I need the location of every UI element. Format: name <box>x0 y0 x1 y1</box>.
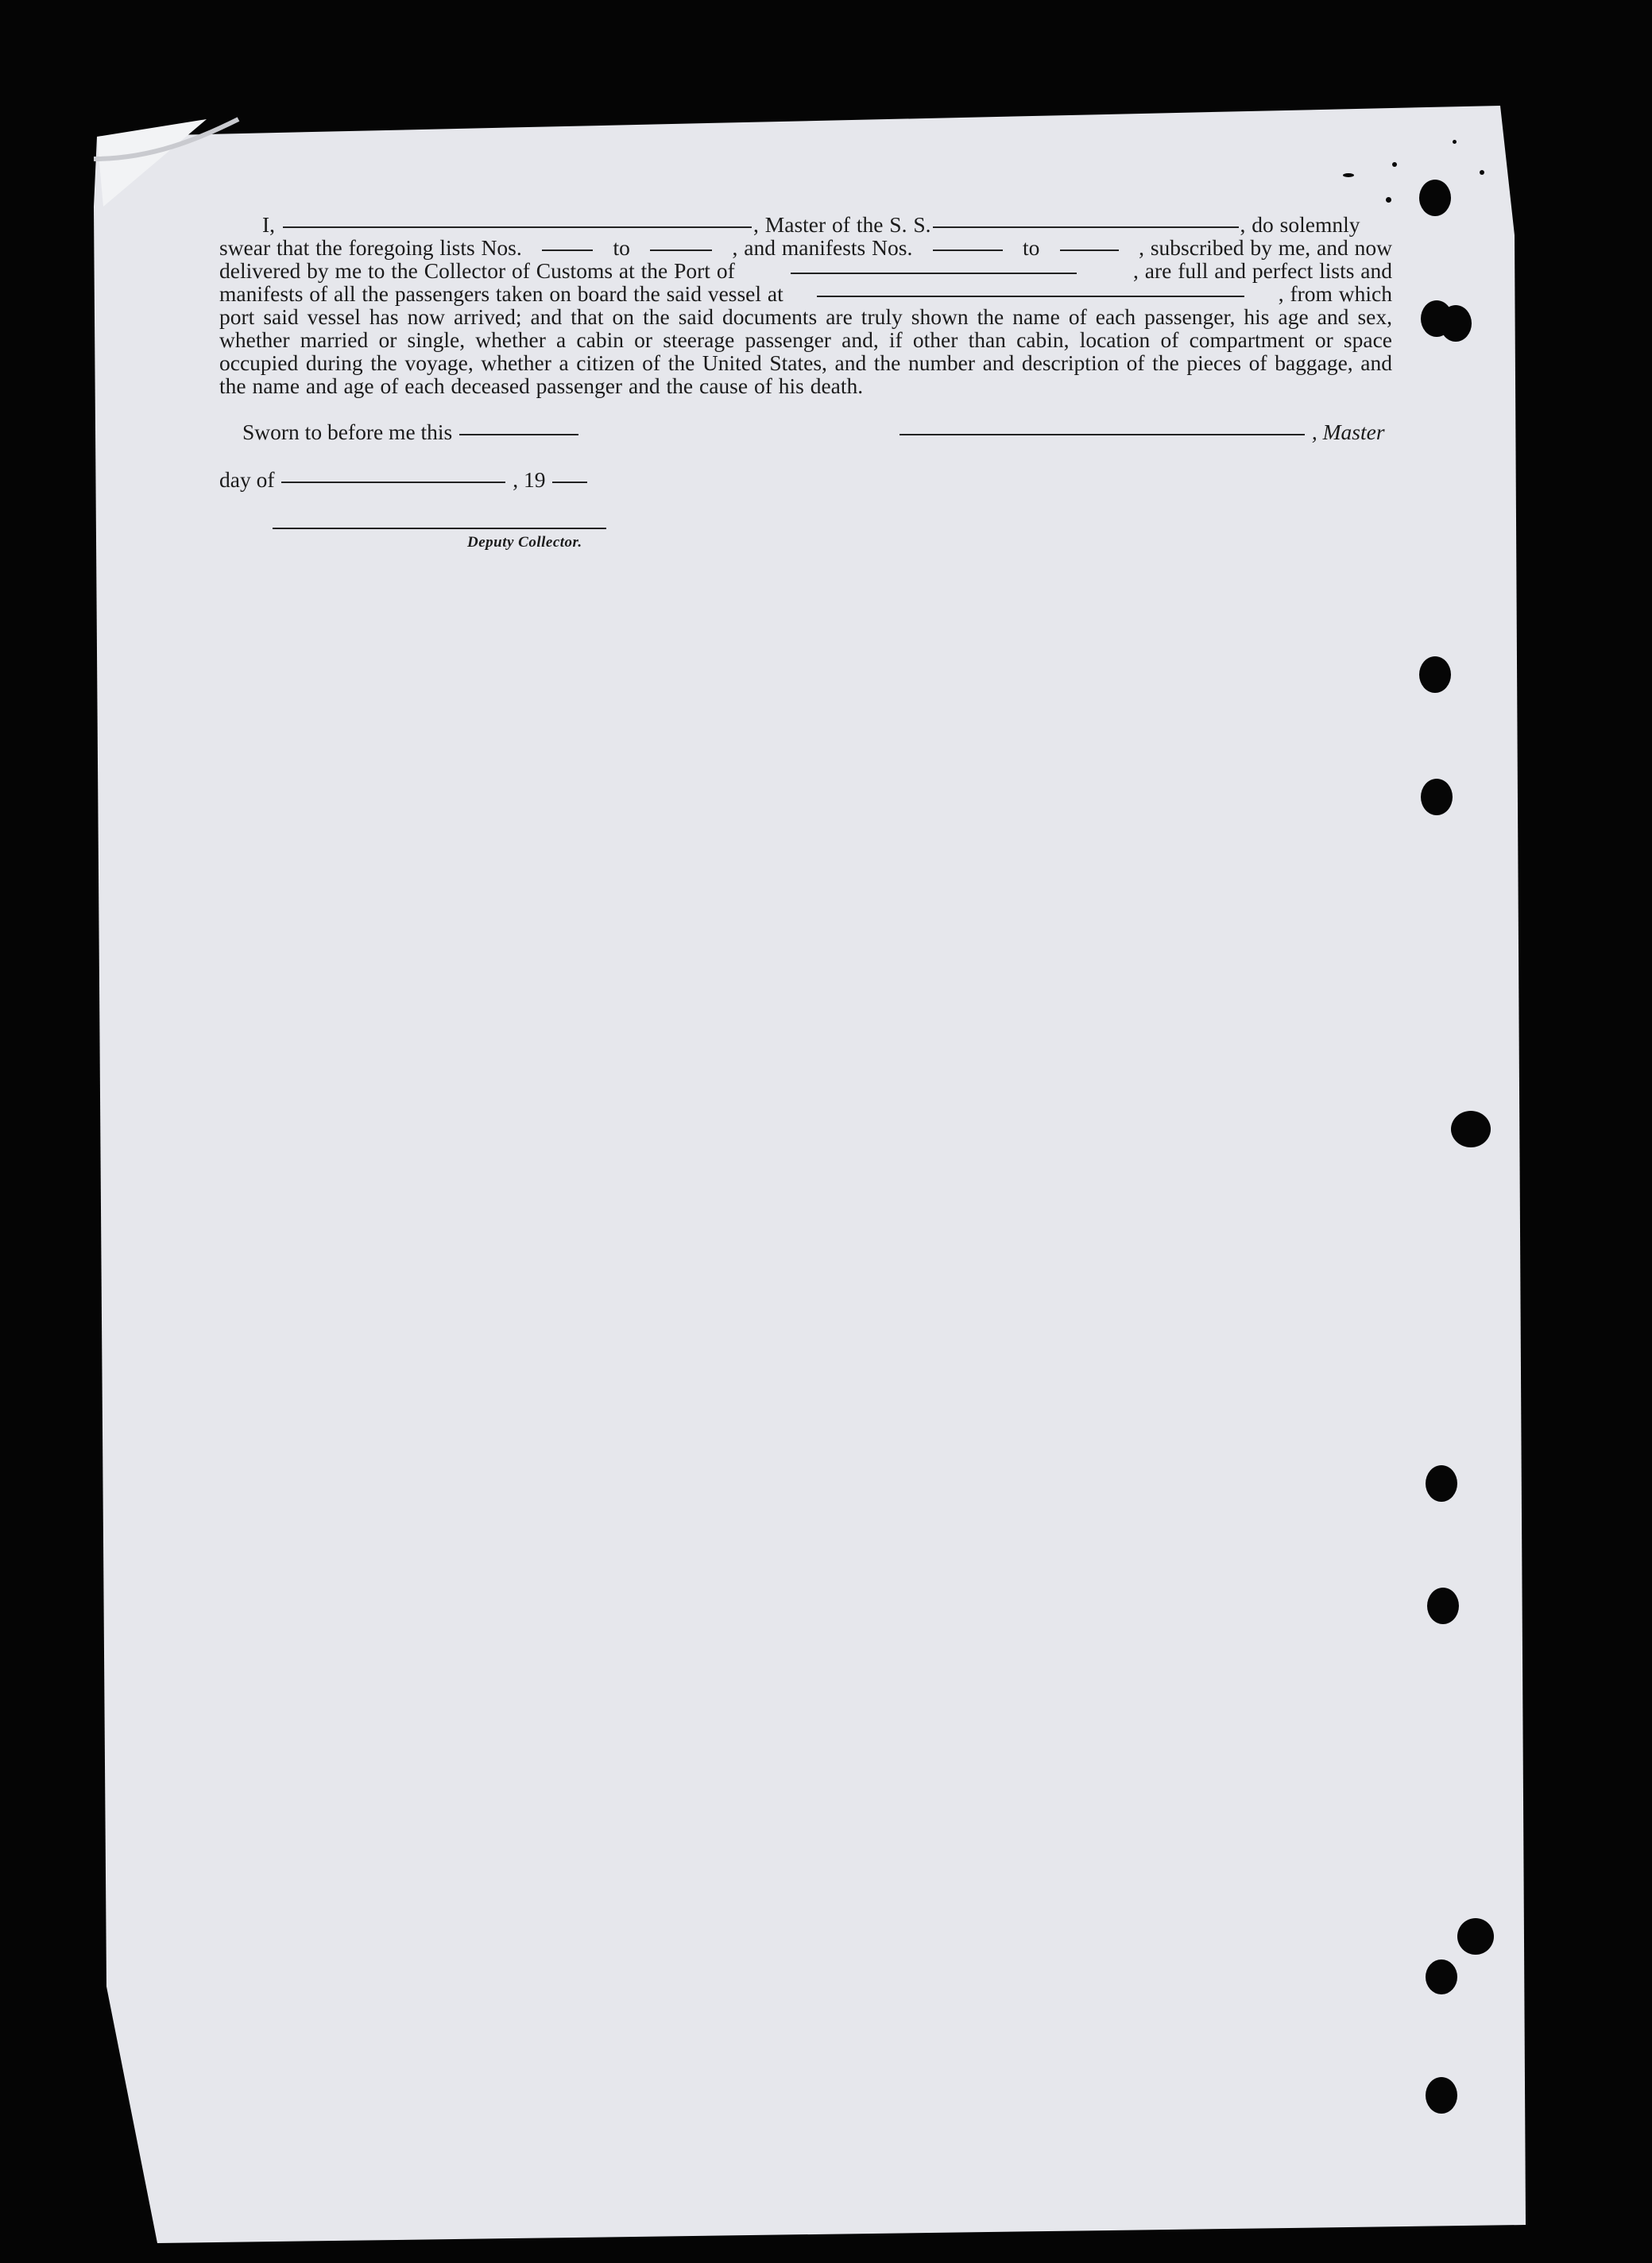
speck <box>1386 197 1391 203</box>
punch-hole <box>1457 1918 1494 1955</box>
month-blank <box>281 482 505 483</box>
lists-to-blank <box>650 250 712 251</box>
oath-swear: swear that the foregoing lists Nos. <box>219 235 522 260</box>
master-signature-blank <box>900 434 1305 435</box>
punch-hole <box>1419 180 1451 216</box>
sworn-text: Sworn to before me this <box>242 420 453 444</box>
oath-delivered: delivered by me to the Collector of Customs at the Port of <box>219 258 735 283</box>
punch-hole <box>1426 1959 1457 1994</box>
punch-hole <box>1427 1588 1459 1624</box>
deputy-collector-label: Deputy Collector. <box>467 534 582 551</box>
speck <box>1392 162 1397 167</box>
sworn-row <box>242 420 580 445</box>
nineteen-text: , 19 <box>513 467 546 492</box>
oath-do-solemnly: , do solemnly <box>1240 212 1360 237</box>
punch-hole <box>1451 1111 1491 1147</box>
manifests-to-blank <box>1060 250 1119 251</box>
master-name-blank <box>283 226 752 228</box>
punch-hole <box>1426 2077 1457 2114</box>
punch-hole <box>1440 305 1472 342</box>
punch-hole <box>1419 656 1451 693</box>
day-of-row <box>219 467 589 493</box>
oath-are-full: , are full and perfect lists and <box>1133 258 1392 283</box>
sworn-date-blank <box>459 434 578 435</box>
speck <box>1480 170 1484 175</box>
oath-to-1: to <box>613 235 630 260</box>
speck <box>1453 140 1457 144</box>
master-signature-row <box>898 420 1385 445</box>
manifests-from-blank <box>933 250 1003 251</box>
oath-manifests-of: manifests of all the passengers taken on board the said vessel at <box>219 281 783 306</box>
oath-body: port said vessel has now arrived; and that on the said documents are truly shown the name of each passenger, his age and sex, whether married or single, whether a cabin or steerage passenger and, if other than cabin, location of compartment or space occupied during the voyage, whether a citizen of the United States, and the number and description of the pieces of baggage, and the name and age of each deceased passenger and the cause of his death. <box>219 304 1392 398</box>
oath-paragraph <box>219 213 1392 397</box>
oath-master-of-ss: , Master of the S. S. <box>753 212 931 237</box>
port-of-embarkation-blank <box>817 296 1244 297</box>
oath-i: I, <box>262 212 276 237</box>
master-label: , Master <box>1311 420 1385 444</box>
punch-hole <box>1421 779 1453 815</box>
punch-hole <box>1426 1465 1457 1502</box>
day-of-text: day of <box>219 467 275 492</box>
oath-subscribed: , subscribed by me, and now <box>1139 235 1392 260</box>
ship-name-blank <box>933 226 1239 228</box>
oath-and-manifests: , and manifests Nos. <box>732 235 913 260</box>
deputy-signature-line <box>273 528 606 529</box>
oath-line-3 <box>219 259 1392 282</box>
oath-from-which: , from which <box>1278 281 1392 306</box>
year-blank <box>552 482 587 483</box>
oath-to-2: to <box>1023 235 1040 260</box>
port-blank <box>791 273 1077 274</box>
speck <box>1343 173 1354 177</box>
lists-from-blank <box>542 250 593 251</box>
oath-line-4 <box>219 282 1392 305</box>
oath-line-1 <box>219 213 1392 236</box>
oath-line-2 <box>219 236 1392 259</box>
